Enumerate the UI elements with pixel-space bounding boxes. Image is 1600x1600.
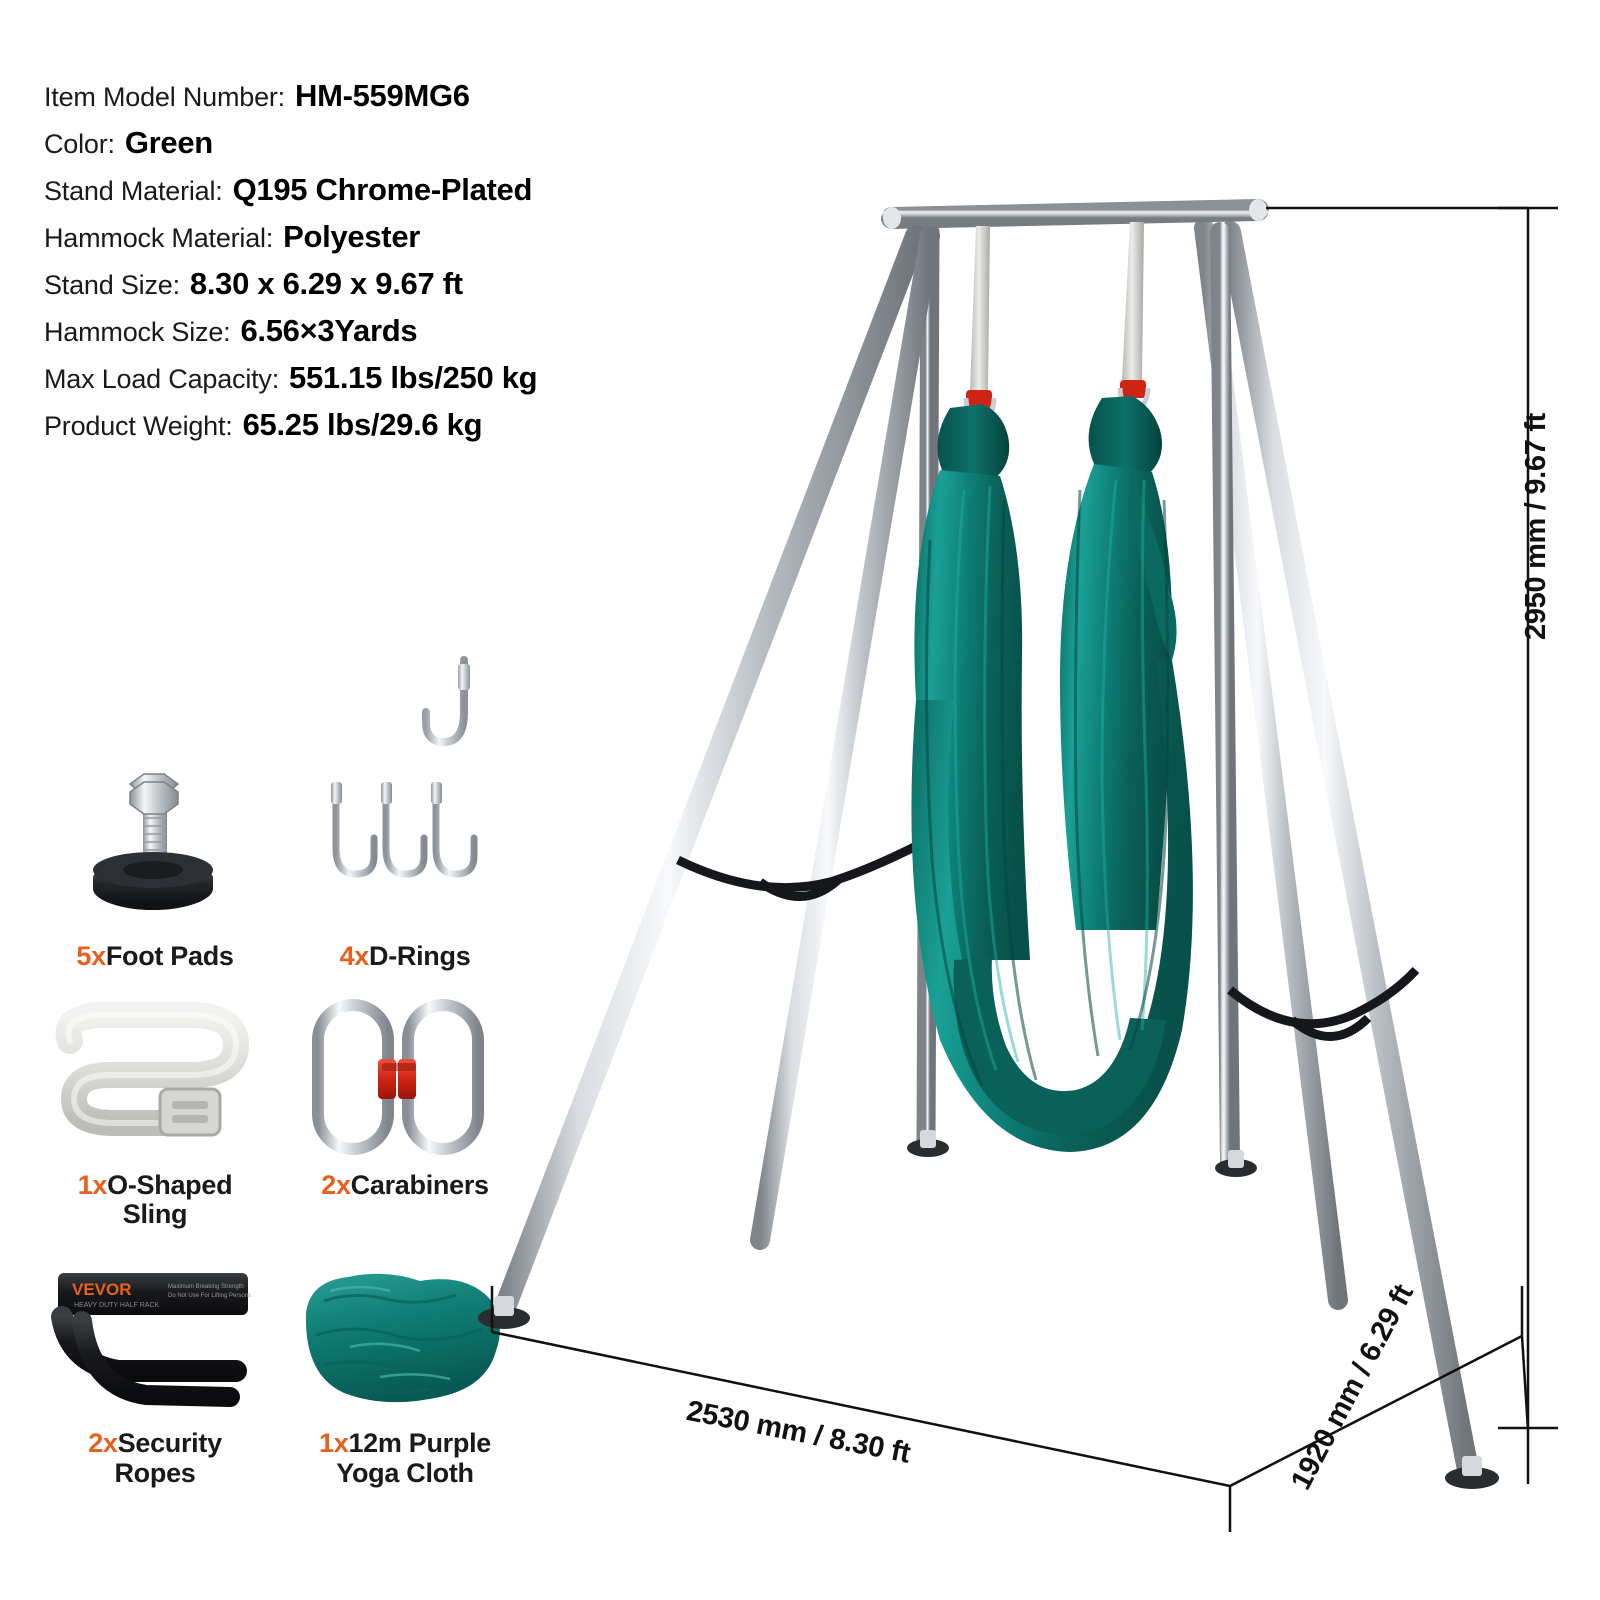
spec-label: Product Weight: <box>44 411 233 441</box>
foot-pad-icon <box>40 760 270 940</box>
part-name: D-Rings <box>369 941 471 971</box>
part-name-line1: Security <box>117 1428 222 1459</box>
part-caption <box>88 1429 222 1487</box>
part-name-line2: Ropes <box>114 1457 196 1488</box>
spec-value: 6.56×3Yards <box>240 313 418 348</box>
part-name-line1: O-Shaped <box>107 1170 233 1201</box>
spec-value: Polyester <box>283 219 421 254</box>
spec-row-model <box>44 78 744 114</box>
part-name-line2: Sling <box>122 1199 188 1230</box>
product-illustration <box>430 140 1600 1600</box>
part-caption <box>78 1171 233 1229</box>
part-o-sling <box>30 989 280 1229</box>
part-qty: 2x <box>88 1428 118 1459</box>
part-qty: 4x <box>339 941 370 971</box>
dimension-width-label: 2530 mm / 8.30 ft <box>683 1395 913 1470</box>
part-name-line2: Yoga Cloth <box>336 1457 474 1488</box>
part-caption <box>76 942 233 971</box>
part-name-line1: 12m Purple <box>348 1428 491 1459</box>
spec-value: 551.15 lbs/250 kg <box>289 360 538 395</box>
svg-text:VEVOR: VEVOR <box>72 1280 132 1300</box>
spec-label: Max Load Capacity: <box>44 364 280 394</box>
spec-value: 65.25 lbs/29.6 kg <box>242 407 483 442</box>
part-qty: 1x <box>77 1170 108 1201</box>
spec-label: Hammock Material: <box>44 223 274 253</box>
part-qty: 2x <box>321 1170 351 1201</box>
part-name: Carabiners <box>350 1170 489 1201</box>
svg-text:Maximum Breaking Strength: Maximum Breaking Strength <box>168 1284 244 1291</box>
spec-value: Q195 Chrome-Plated <box>232 172 533 207</box>
svg-text:HEAVY DUTY HALF RACK: HEAVY DUTY HALF RACK <box>74 1302 160 1310</box>
security-rope-icon <box>40 1247 270 1427</box>
part-security-ropes <box>30 1247 280 1487</box>
o-sling-icon <box>40 989 270 1169</box>
spec-label: Stand Size: <box>44 270 180 300</box>
spec-value: 8.30 x 6.29 x 9.67 ft <box>189 266 463 301</box>
spec-label: Color: <box>44 129 115 159</box>
spec-label: Item Model Number: <box>44 82 285 112</box>
part-qty: 5x <box>76 941 106 971</box>
part-qty: 1x <box>319 1428 349 1459</box>
dimension-height-label: 2950 mm / 9.67 ft <box>1520 412 1552 640</box>
svg-text:Do Not Use For Lifting Persons: Do Not Use For Lifting Persons <box>168 1293 252 1300</box>
spec-value: Green <box>124 125 213 160</box>
spec-value: HM-559MG6 <box>294 78 470 113</box>
dimension-depth-label: 1920 mm / 6.29 ft <box>1285 1279 1420 1496</box>
part-foot-pads <box>30 760 280 971</box>
part-name: Foot Pads <box>105 941 234 971</box>
spec-label: Hammock Size: <box>44 317 231 347</box>
spec-label: Stand Material: <box>44 176 223 206</box>
